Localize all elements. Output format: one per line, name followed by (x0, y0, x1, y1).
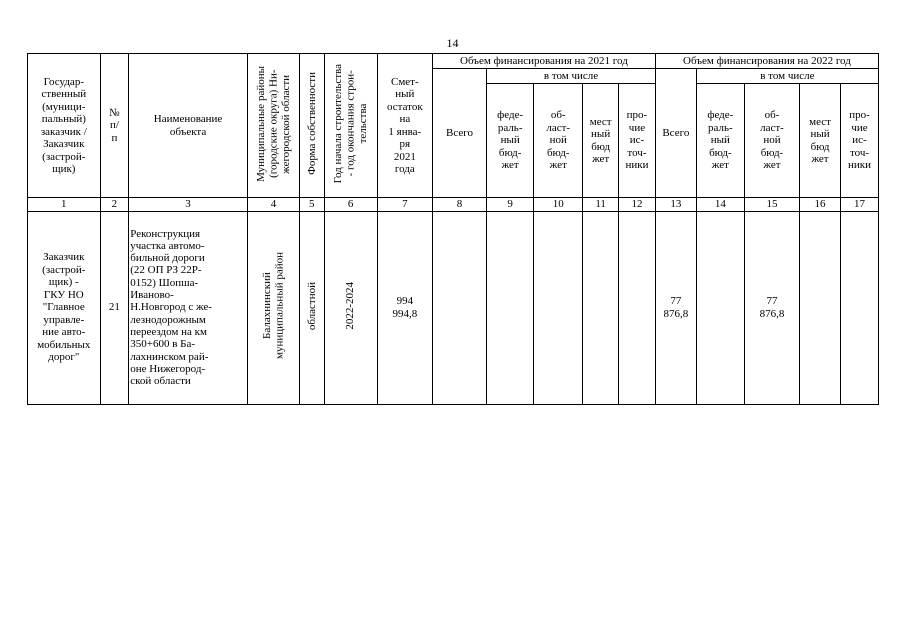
column-number: 8 (432, 198, 486, 212)
column-number: 1 (28, 198, 101, 212)
header-total-2022: Всего (655, 69, 696, 198)
column-number: 6 (324, 198, 377, 212)
column-number: 12 (619, 198, 656, 212)
header-ownership-form-cell (300, 54, 325, 198)
header-index: № п/ п (100, 54, 129, 198)
header-regional-2022: об- ласт- ной бюд- жет (744, 84, 799, 198)
header-including-2022: в том числе (696, 69, 878, 84)
estimated-balance-cell: 994 994,8 (377, 211, 432, 404)
local-2021-cell (583, 211, 619, 404)
table-row (28, 211, 879, 404)
header-total-2021: Всего (432, 69, 486, 198)
header-object-name: Наименование объекта (129, 54, 248, 198)
header-federal-2022: феде- раль- ный бюд- жет (696, 84, 744, 198)
header-local-2022: мест ный бюд жет (800, 84, 841, 198)
local-2022-cell (800, 211, 841, 404)
header-including-2021: в том числе (487, 69, 656, 84)
column-number: 3 (129, 198, 248, 212)
column-number: 17 (840, 198, 878, 212)
header-other-2022: про- чие ис- точ- ники (840, 84, 878, 198)
ownership-text: областной (305, 281, 318, 330)
header-financing-2021: Объем финансирования на 2021 год (432, 54, 655, 69)
total-2021-cell (432, 211, 486, 404)
column-number: 13 (655, 198, 696, 212)
financing-table (27, 53, 879, 405)
header-construction-years-cell (324, 54, 377, 198)
years-text: 2022-2024 (344, 281, 357, 330)
other-2021-cell (619, 211, 656, 404)
header-customer: Государ- ственный (муници- пальный) заказчик / Заказчик (застрой- щик) (28, 54, 101, 198)
column-number: 10 (534, 198, 583, 212)
header-ownership-form: Форма собственности (305, 72, 318, 176)
header-other-2021: про- чие ис- точ- ники (619, 84, 656, 198)
header-estimated-balance: Смет- ный остаток на 1 янва- ря 2021 года (377, 54, 432, 198)
header-municipal-districts-cell (247, 54, 299, 198)
column-number: 4 (247, 198, 299, 212)
regional-2022-cell: 77 876,8 (744, 211, 799, 404)
federal-2022-cell (696, 211, 744, 404)
object-name-text: Реконструкция участка автомо- бильной дороги (22 ОП РЗ 22Р- 0152) Шопша- Иваново- Н.Новгород с же- лезнодорожным переездом на км 350+600 в Ба- лахнинском рай- оне Нижегород- ской области (130, 227, 212, 388)
column-numbers-row (28, 198, 879, 212)
years-cell (324, 211, 377, 404)
header-municipal-districts: Муниципальные районы (городские округа) Ни- жегородской области (254, 65, 292, 182)
customer-cell: Заказчик (застрой- щик) - ГКУ НО "Главное управле- ние авто- мобильных дорог" (28, 211, 101, 404)
regional-2021-cell (534, 211, 583, 404)
column-number: 16 (800, 198, 841, 212)
object-name-cell (129, 211, 248, 404)
header-federal-2021: феде- раль- ный бюд- жет (487, 84, 534, 198)
column-number: 14 (696, 198, 744, 212)
column-number: 11 (583, 198, 619, 212)
ownership-cell (300, 211, 325, 404)
column-number: 5 (300, 198, 325, 212)
federal-2021-cell (487, 211, 534, 404)
page-number: 14 (446, 36, 459, 50)
index-cell: 21 (100, 211, 129, 404)
header-regional-2021: об- ласт- ной бюд- жет (534, 84, 583, 198)
column-number: 9 (487, 198, 534, 212)
column-number: 7 (377, 198, 432, 212)
header-construction-years: Год начала строительства - год окончания строи- тельства (331, 64, 369, 184)
column-number: 15 (744, 198, 799, 212)
header-financing-2022: Объем финансирования на 2022 год (655, 54, 878, 69)
header-local-2021: мест ный бюд жет (583, 84, 619, 198)
district-cell (247, 211, 299, 404)
district-text: Балахнинский муниципальный район (260, 252, 286, 360)
other-2022-cell (840, 211, 878, 404)
column-number: 2 (100, 198, 129, 212)
total-2022-cell: 77 876,8 (655, 211, 696, 404)
